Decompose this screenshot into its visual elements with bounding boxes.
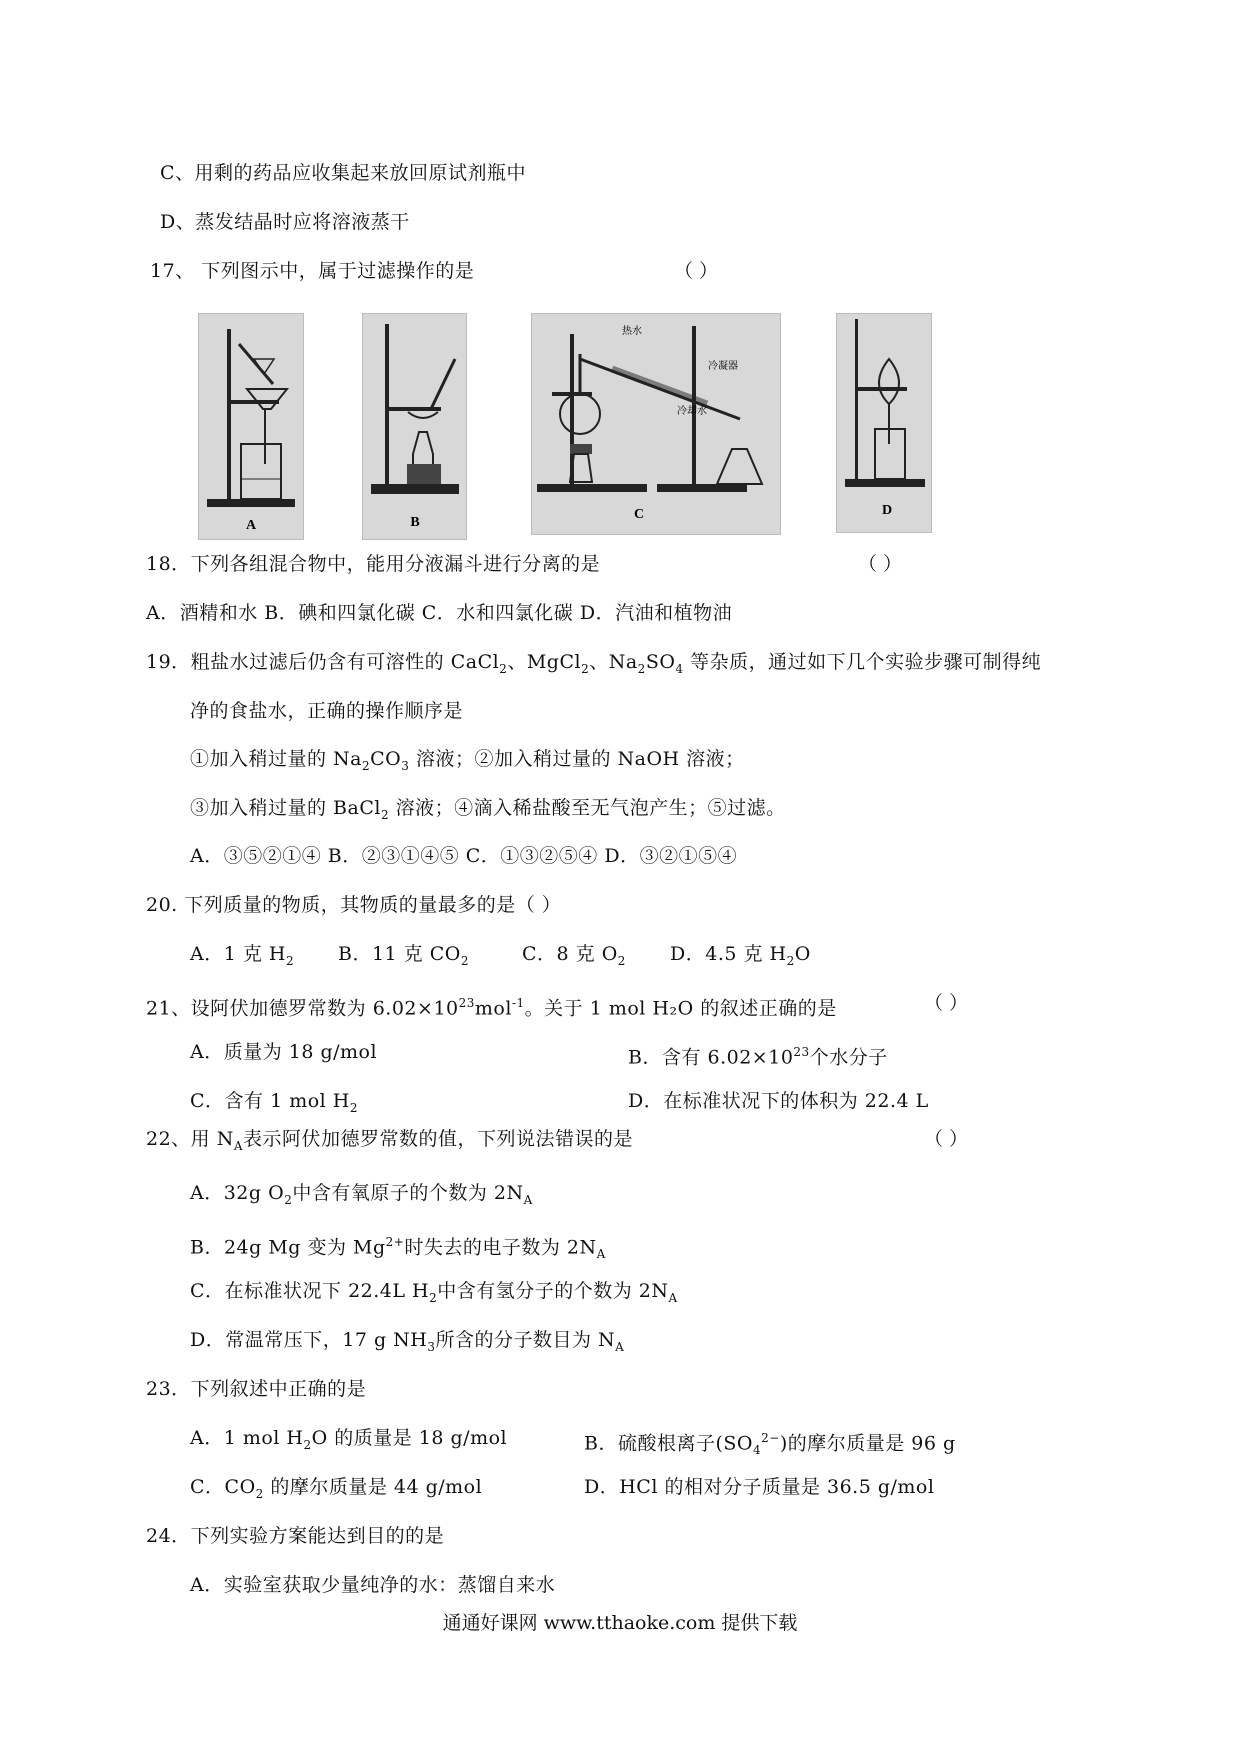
q21-option-c: C．含有 1 mol $H_2$ bbox=[190, 1090, 358, 1115]
q23-option-b: B．硫酸根离子$(SO_4^{2-})$的摩尔质量是 96 g bbox=[584, 1431, 956, 1458]
q17-stem: 17、 下列图示中，属于过滤操作的是 bbox=[150, 260, 475, 282]
q18-stem: 18．下列各组混合物中，能用分液漏斗进行分离的是 bbox=[146, 553, 601, 575]
page-footer: 通通好课网 www.tthaoke.com 提供下载 bbox=[442, 1612, 798, 1634]
q23-stem: 23．下列叙述中正确的是 bbox=[146, 1378, 367, 1400]
q24-stem: 24．下列实验方案能达到目的的是 bbox=[146, 1525, 445, 1547]
q24-option-a: A．实验室获取少量纯净的水：蒸馏自来水 bbox=[190, 1574, 556, 1596]
q19-steps-line1: ①加入稍过量的 $Na_2CO_3$ 溶液；②加入稍过量的 NaOH 溶液； bbox=[190, 748, 745, 773]
q21-answer-paren: （ ） bbox=[924, 992, 969, 1014]
q19-stem: 19．粗盐水过滤后仍含有可溶性的 CaCl$_2$、MgCl$_2$、$Na_2SO_4$ 等杂质，通过如下几个实验步骤可制得纯 bbox=[146, 651, 1042, 676]
separatory-funnel-drawing bbox=[837, 314, 931, 532]
q21-option-a: A．质量为 18 g/mol bbox=[190, 1041, 378, 1063]
figure-c-cooling-water-label: 冷却水 bbox=[677, 406, 707, 417]
figure-c-condenser-label: 冷凝器 bbox=[708, 361, 738, 372]
q23-option-d: D．HCl 的相对分子质量是 36.5 g/mol bbox=[584, 1476, 935, 1498]
q23-option-a: A．1 mol $H_2O$ 的质量是 18 g/mol bbox=[190, 1427, 508, 1452]
figure-d-separatory-funnel bbox=[836, 313, 932, 533]
q20-option-c: C．8 克 $O_2$ bbox=[522, 943, 626, 968]
figure-c-label: C bbox=[633, 507, 645, 522]
figure-c-distillation bbox=[531, 313, 781, 535]
q22-option-b: B．24g Mg 变为 $Mg^{2+}$时失去的电子数为 $2N_A$ bbox=[190, 1235, 606, 1262]
q22-option-d: D．常温常压下，17 g $NH_3$所含的分子数目为 $N_A$ bbox=[190, 1329, 625, 1354]
q18-options: A．酒精和水 B．碘和四氯化碳 C．水和四氯化碳 D．汽油和植物油 bbox=[146, 602, 733, 624]
q22-answer-paren: （ ） bbox=[924, 1128, 969, 1150]
figure-c-hot-water-label: 热水 bbox=[622, 326, 642, 337]
figure-b-evaporation bbox=[362, 313, 467, 540]
q20-option-a: A．1 克 $H_2$ bbox=[190, 943, 295, 968]
figure-a-filtration bbox=[198, 313, 304, 540]
q19-options: A．③⑤②①④ B．②③①④⑤ C．①③②⑤④ D．③②①⑤④ bbox=[190, 845, 738, 867]
q21-option-b: B．含有 $6.02\times 10^{23}$个水分子 bbox=[628, 1045, 888, 1069]
figure-b-label: B bbox=[410, 515, 420, 530]
q18-answer-paren: （ ） bbox=[858, 553, 903, 575]
q20-option-b: B．11 克 $CO_2$ bbox=[338, 943, 469, 968]
distillation-apparatus-drawing bbox=[532, 314, 780, 534]
filtration-apparatus-drawing bbox=[199, 314, 303, 539]
q19-steps-line2: ③加入稍过量的 BaCl$_2$ 溶液；④滴入稀盐酸至无气泡产生；⑤过滤。 bbox=[190, 797, 786, 822]
q22-stem: 22、用 $N_A$表示阿伏加德罗常数的值，下列说法错误的是 bbox=[146, 1128, 634, 1153]
q17-answer-paren: （ ） bbox=[674, 260, 719, 282]
q23-option-c: C．$CO_2$ 的摩尔质量是 44 g/mol bbox=[190, 1476, 483, 1501]
q16-option-d: D、蒸发结晶时应将溶液蒸干 bbox=[160, 211, 410, 233]
q21-stem: 21、设阿伏加德罗常数为 $6.02\times 10^{23}mol^{-1}$。关于 1 mol H₂O 的叙述正确的是 bbox=[146, 996, 837, 1020]
q21-option-d: D．在标准状况下的体积为 22.4 L bbox=[628, 1090, 929, 1112]
q20-option-d: D．4.5 克 $H_2O$ bbox=[670, 943, 811, 968]
figure-a-label: A bbox=[245, 518, 257, 533]
q20-stem: 20. 下列质量的物质，其物质的量最多的是（ ） bbox=[146, 894, 562, 916]
evaporation-apparatus-drawing bbox=[363, 314, 466, 539]
q22-option-a: A．32g $O_2$中含有氧原子的个数为 $2N_A$ bbox=[190, 1182, 533, 1207]
q19-stem-line2: 净的食盐水，正确的操作顺序是 bbox=[190, 700, 464, 722]
figure-d-label: D bbox=[881, 503, 893, 518]
q22-option-c: C．在标准状况下 22.4L $H_2$中含有氢分子的个数为 $2N_A$ bbox=[190, 1280, 678, 1305]
q16-option-c: C、用剩的药品应收集起来放回原试剂瓶中 bbox=[160, 162, 527, 184]
